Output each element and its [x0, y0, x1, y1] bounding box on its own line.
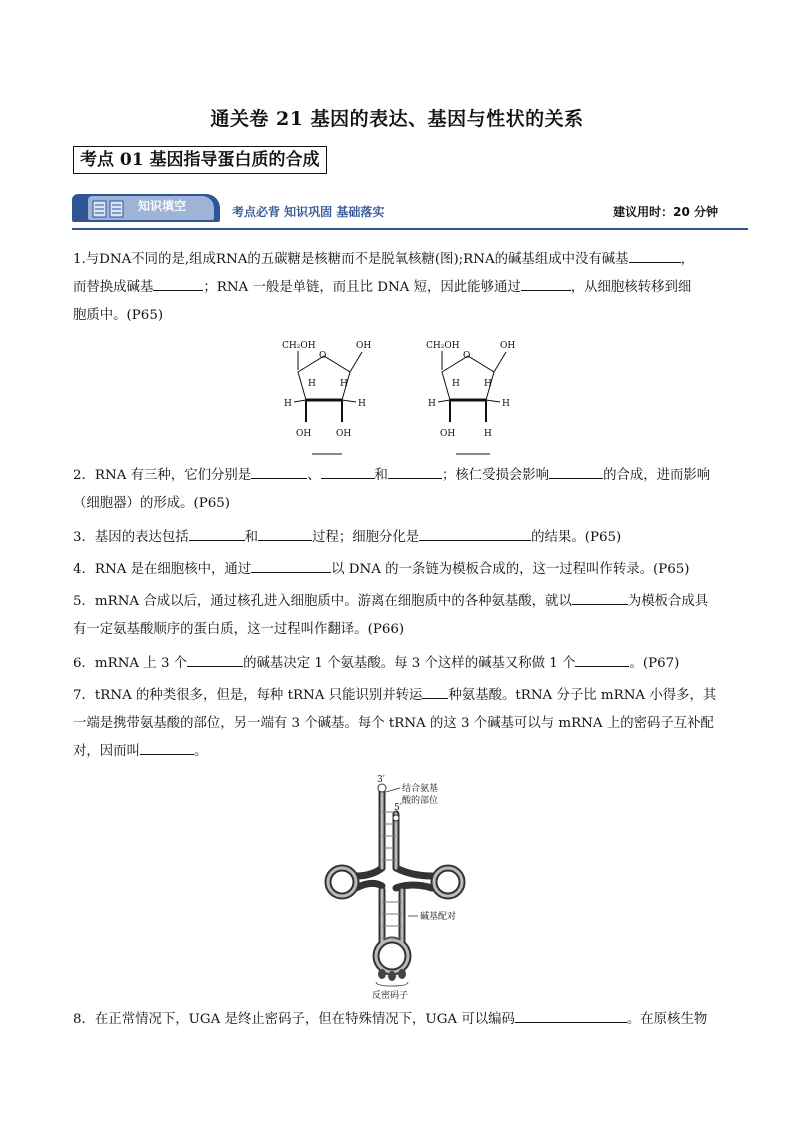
q3-blank-3[interactable] [419, 526, 531, 541]
trna-label-anticodon: 反密码子 [372, 991, 409, 1001]
ribose-oh-top: OH [356, 341, 372, 351]
q2-blank-2[interactable] [321, 464, 375, 479]
q8-blank-1[interactable] [515, 1008, 627, 1023]
trna-structure-figure [322, 772, 472, 1002]
q8-text-a: 8．在正常情况下，UGA 是终止密码子，但在特殊情况下，UGA 可以编码 [73, 1012, 515, 1027]
question-4 [73, 556, 733, 584]
sugar-structures-figure [270, 336, 530, 460]
q1-blank-3[interactable] [521, 276, 571, 291]
q6-blank-1[interactable] [187, 652, 243, 667]
svg-text:O: O [463, 351, 471, 361]
q8-text-b: 。在原核生物 [626, 1012, 708, 1027]
deoxyribose-ch2oh: CH₂OH [426, 341, 460, 351]
q2-text-e: 的合成，进而影响 [603, 468, 711, 483]
ribose-structure [282, 341, 371, 454]
deoxyribose-h-d: H [502, 399, 510, 409]
q3-text-a: 3．基因的表达包括 [73, 530, 189, 545]
q2-text-f: （细胞器）的形成。(P65) [73, 496, 231, 511]
q2-blank-4[interactable] [549, 464, 603, 479]
q1-text-d: ；RNA 一般是单链，而且比 DNA 短，因此能够通过 [203, 280, 521, 295]
book-icon [92, 200, 124, 218]
q3-text-d: 的结果。(P65) [531, 530, 622, 545]
q2-blank-1[interactable] [251, 464, 307, 479]
q2-blank-3[interactable] [388, 464, 442, 479]
q3-blank-2[interactable] [258, 526, 312, 541]
q7-text-a: 7．tRNA 的种类很多，但是，每种 tRNA 只能识别并转运 [73, 688, 423, 703]
ribose-h-a: H [308, 379, 316, 389]
ribose-h-c: H [284, 399, 292, 409]
banner-slogan: 考点必背 知识巩固 基础落实 [232, 205, 385, 219]
question-8 [73, 1006, 733, 1034]
deoxyribose-h-b: H [484, 379, 492, 389]
q6-text-b: 的碱基决定 1 个氨基酸。每 3 个这样的碱基又称做 1 个 [243, 656, 576, 671]
q4-text-a: 4．RNA 是在细胞核中，通过 [73, 562, 252, 577]
deoxyribose-h-c: H [428, 399, 436, 409]
deoxyribose-structure [426, 341, 515, 454]
ribose-ch2oh: CH₂OH [282, 341, 316, 351]
q7-text-d: 对，因而叫 [73, 744, 140, 759]
deoxyribose-h-br: H [484, 429, 492, 439]
q3-blank-1[interactable] [189, 526, 245, 541]
q1-blank-1[interactable] [629, 248, 681, 263]
q7-text-e: 。 [193, 744, 208, 759]
q7-blank-2[interactable] [140, 740, 194, 755]
trna-3-end: 3′ [377, 775, 385, 785]
banner-tab-label: 知识填空 [138, 199, 187, 213]
question-3 [73, 524, 733, 552]
q2-text-a: 2．RNA 有三种，它们分别是 [73, 468, 252, 483]
q5-text-c: 有一定氨基酸顺序的蛋白质，这一过程叫作翻译。(P66) [73, 622, 405, 637]
svg-text:O: O [319, 351, 327, 361]
q1-text-a: 1.与DNA不同的是,组成RNA的五碳糖是核糖而不是脱氧核糖(图);RNA的碱基组成中没有碱基 [73, 252, 629, 267]
q6-text-a: 6．mRNA 上 3 个 [73, 656, 188, 671]
ribose-h-d: H [358, 399, 366, 409]
q3-text-b: 和 [244, 530, 259, 545]
question-7 [73, 682, 733, 766]
q1-text-e: ，从细胞核转移到细 [570, 280, 692, 295]
question-6 [73, 650, 733, 678]
q4-text-b: 以 DNA 的一条链为模板合成的，这一过程叫作转录。(P65) [331, 562, 690, 577]
q1-text-f: 胞质中。(P65) [73, 308, 164, 323]
trna-5-end: 5′ [394, 803, 402, 813]
q5-text-b: 为模板合成具 [627, 594, 709, 609]
trna-label-pairing: 碱基配对 [420, 912, 457, 922]
q6-text-c: 。(P67) [629, 656, 680, 671]
q7-text-b: 种氨基酸。tRNA 分子比 mRNA 小得多，其 [448, 688, 717, 703]
q2-text-c: 和 [374, 468, 388, 483]
trna-label-site-1: 结合氨基 [402, 784, 439, 794]
q2-text-d: ；核仁受损会影响 [441, 468, 550, 483]
q1-text-c: 而替换成碱基 [73, 280, 154, 295]
deoxyribose-oh-top: OH [500, 341, 516, 351]
section-banner [72, 192, 748, 230]
ribose-oh-br: OH [336, 429, 352, 439]
q7-blank-1[interactable] [422, 684, 448, 699]
banner-underline [72, 228, 748, 230]
q2-text-b: 、 [307, 468, 321, 483]
question-5 [73, 588, 733, 644]
q7-text-c: 一端是携带氨基酸的部位，另一端有 3 个碱基。每个 tRNA 的这 3 个碱基可以与 mRNA 上的密码子互补配 [73, 716, 714, 731]
deoxyribose-oh-bl: OH [440, 429, 456, 439]
question-2 [73, 462, 733, 518]
trna-label-site-2: 酸的部位 [402, 796, 439, 806]
q3-text-c: 过程；细胞分化是 [312, 530, 420, 545]
deoxyribose-h-a: H [452, 379, 460, 389]
q1-blank-2[interactable] [153, 276, 203, 291]
question-1 [73, 246, 733, 330]
suggested-time: 建议用时：20 分钟 [613, 205, 718, 219]
q5-text-a: 5．mRNA 合成以后，通过核孔进入细胞质中。游离在细胞质中的各种氨基酸，就以 [73, 594, 572, 609]
q6-blank-2[interactable] [575, 652, 629, 667]
page-title: 通关卷 21 基因的表达、基因与性状的关系 [210, 108, 584, 130]
q4-blank-1[interactable] [251, 558, 331, 573]
ribose-oh-bl: OH [296, 429, 312, 439]
ribose-h-b: H [340, 379, 348, 389]
section-heading: 考点 01 基因指导蛋白质的合成 [73, 146, 327, 174]
q5-blank-1[interactable] [572, 590, 628, 605]
q1-text-b: ， [680, 252, 694, 267]
